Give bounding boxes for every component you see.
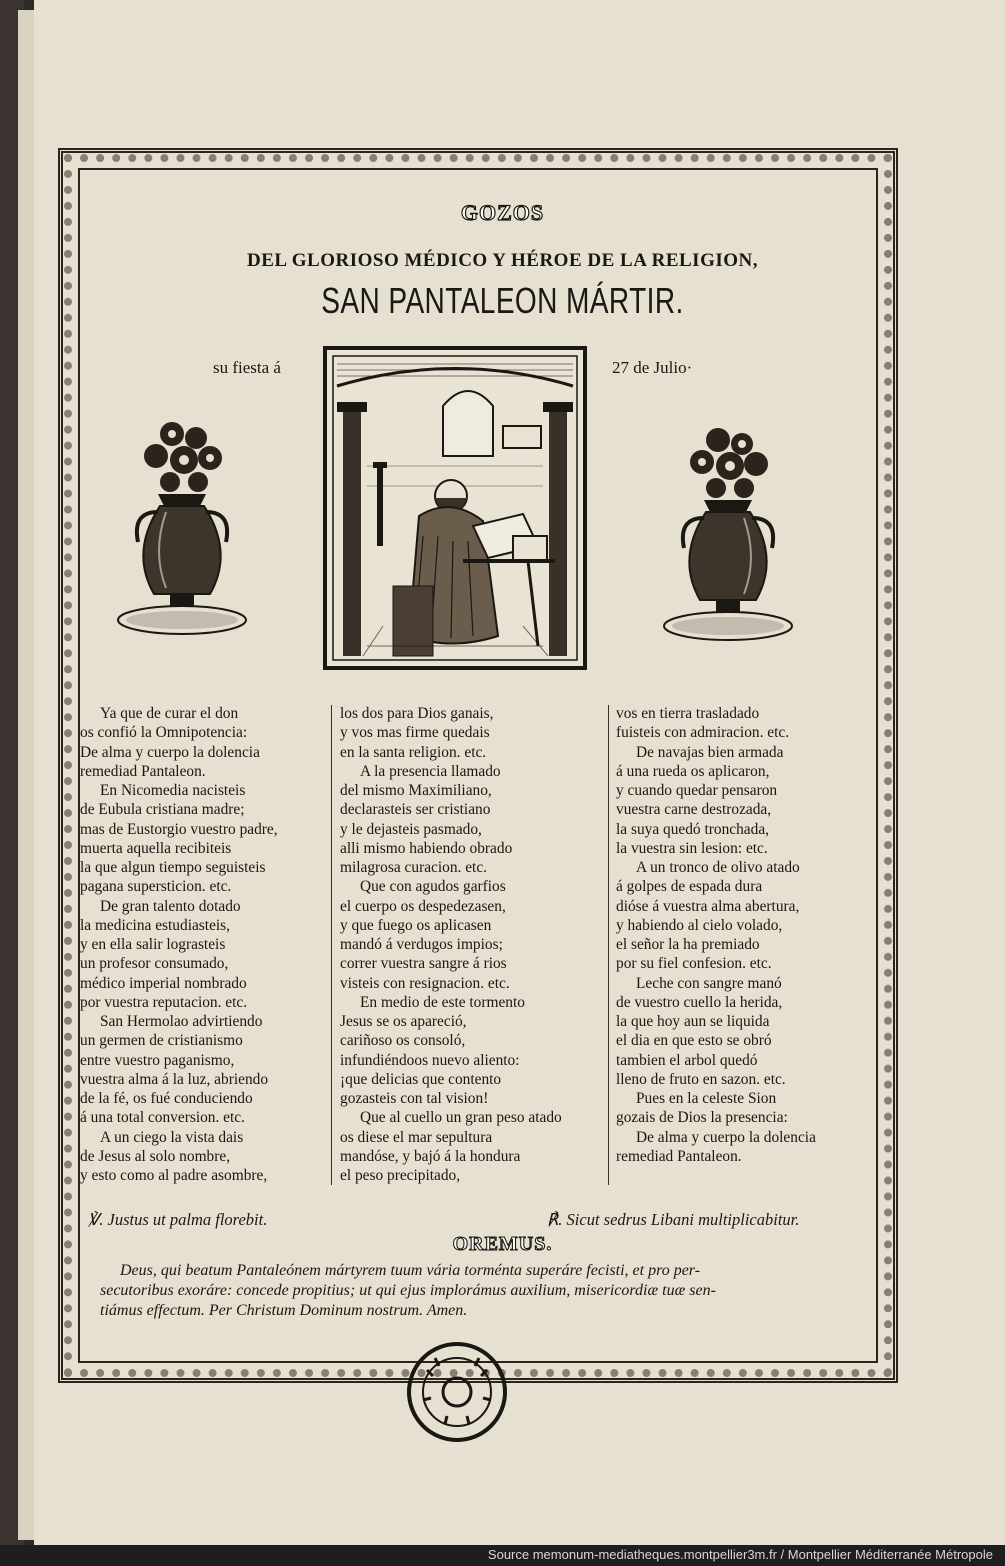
verse-line: En medio de este tormento — [360, 993, 525, 1011]
oremus-heading: OREMUS. — [452, 1233, 553, 1255]
verse-line: os diese el mar sepultura — [340, 1128, 493, 1146]
library-stamp — [405, 1340, 509, 1444]
verse-line: En Nicomedia nacisteis — [100, 782, 246, 799]
verse-line: A un tronco de olivo atado — [636, 859, 800, 876]
verse-line: el señor la ha premiado — [616, 936, 760, 953]
verse-line: cariñoso os consoló, — [340, 1032, 466, 1050]
verse-line: de Jesus al solo nombre, — [80, 1147, 231, 1165]
prayer-line: Deus, qui beatum Pantaleónem mártyrem tuum vária torménta superáre fecisti, et pro per- — [120, 1262, 701, 1279]
verse-line: De gran talento dotado — [100, 897, 241, 915]
verse-line: y en ella salir lograsteis — [80, 936, 226, 953]
verse-column-3 — [616, 704, 876, 1166]
verse-line: A un ciego la vista dais — [100, 1128, 244, 1146]
verse-line: gozasteis con tal vision! — [340, 1090, 489, 1107]
verse-line: de vuestro cuello la herida, — [616, 993, 783, 1011]
verse-line: mandóse, y bajó á la hondura — [340, 1147, 521, 1165]
verse-line: os confió la Omnipotencia: — [80, 724, 248, 742]
verse-line: ¡que delicias que contento — [340, 1070, 502, 1088]
verse-line: un profesor consumado, — [80, 955, 229, 973]
prayer-text — [100, 1261, 870, 1321]
verse-line: alli mismo habiendo obrado — [340, 839, 513, 857]
verse-line: de la fé, os fué conduciendo — [80, 1090, 253, 1107]
verse-line: De alma y cuerpo la dolencia — [80, 743, 260, 761]
verse-line: De alma y cuerpo la dolencia — [636, 1128, 816, 1146]
verse-line: y le dejasteis pasmado, — [340, 820, 482, 838]
verse-line: la vuestra sin lesion: etc. — [616, 839, 768, 857]
verse-line: los dos para Dios ganais, — [340, 705, 494, 722]
verse-line: gozais de Dios la presencia: — [616, 1109, 788, 1127]
verse-line: fuisteis con admiracion. etc. — [616, 724, 790, 742]
verse-line: Que al cuello un gran peso atado — [360, 1109, 562, 1127]
source-credit: Source memonum-mediatheques.montpellier3m.fr / Montpellier Méditerranée Métropole — [487, 1547, 993, 1562]
column-divider — [331, 705, 332, 1185]
verse-line: Que con agudos garfios — [360, 878, 506, 896]
verse-line: A la presencia llamado — [360, 762, 501, 780]
verse-line: San Hermolao advirtiendo — [100, 1013, 263, 1030]
verse-line: De navajas bien armada — [636, 743, 784, 761]
verse-line: el peso precipitado, — [340, 1167, 461, 1184]
verse-line: la que algun tiempo seguisteis — [80, 859, 266, 876]
verse-line: á una rueda os aplicaron, — [616, 762, 770, 780]
verse-line: la medicina estudiasteis, — [80, 916, 231, 934]
verse-line: y habiendo al cielo volado, — [616, 916, 783, 934]
prayer-line: secutoribus exoráre: concede propitius; ut qui ejus implorámus auxilium, misericordiæ tuæ sen- — [100, 1282, 716, 1299]
verse-line: remediad Pantaleon. — [80, 762, 206, 780]
verse-line: Leche con sangre manó — [636, 974, 782, 992]
verse-line: visteis con resignacion. etc. — [340, 974, 510, 992]
feast-date: 27 de Julio· — [612, 358, 693, 377]
verse-line: vuestra carne destrozada, — [616, 801, 772, 819]
flower-vase-left-illustration — [112, 412, 252, 644]
verse-line: vuestra alma á la luz, abriendo — [80, 1070, 269, 1088]
flower-vase-right-illustration — [658, 418, 798, 650]
verse-line: el cuerpo os despedezasen, — [340, 897, 506, 915]
verse-line: á golpes de espada dura — [616, 878, 763, 896]
verse-line: infundiéndoos nuevo aliento: — [340, 1051, 520, 1069]
verse-line: tambien el arbol quedó — [616, 1051, 758, 1069]
verse-line: Ya que de curar el don — [100, 705, 239, 722]
verse-line: y vos mas firme quedais — [340, 724, 490, 742]
verse-line: y esto como al padre asombre, — [80, 1167, 268, 1184]
heading-gozos: GOZOS — [460, 200, 545, 225]
verse-line: del mismo Maximiliano, — [340, 782, 492, 799]
verse-column-2 — [340, 704, 600, 1185]
verse-line: por su fiel confesion. etc. — [616, 955, 772, 973]
verse-line: correr vuestra sangre á rios — [340, 955, 507, 973]
subtitle: DEL GLORIOSO MÉDICO Y HÉROE DE LA RELIGION, — [246, 250, 759, 271]
verse-line: á una total conversion. etc. — [80, 1109, 245, 1127]
verse-line: lleno de fruto en sazon. etc. — [616, 1070, 786, 1088]
verse-line: entre vuestro paganismo, — [80, 1051, 235, 1069]
feast-label: su fiesta á — [213, 358, 281, 377]
verse-line: milagrosa curacion. etc. — [340, 859, 488, 876]
verse-line: Jesus se os apareció, — [340, 1013, 467, 1030]
verse-line: dióse á vuestra alma abertura, — [616, 897, 800, 915]
verse-line: la suya quedó tronchada, — [616, 820, 769, 838]
verse-line: de Eubula cristiana madre; — [80, 801, 245, 819]
verse-line: en la santa religion. etc. — [340, 743, 487, 761]
verse-line: el dia en que esto se obró — [616, 1032, 772, 1050]
verse-line: mandó á verdugos impios; — [340, 936, 503, 953]
verse-line: pagana supersticion. etc. — [80, 878, 232, 896]
verse-line: declarasteis ser cristiano — [340, 801, 491, 819]
verse-line: remediad Pantaleon. — [616, 1147, 742, 1165]
verse-column-1 — [80, 704, 325, 1185]
verse-line: muerta aquella recibiteis — [80, 839, 232, 857]
response: ℟. Sicut sedrus Libani multiplicabitur. — [547, 1210, 800, 1229]
verse-line: Pues en la celeste Sion — [636, 1090, 777, 1107]
verse-line: médico imperial nombrado — [80, 974, 247, 992]
page-title: SAN PANTALEON MÁRTIR. — [321, 280, 684, 321]
verse-line: y cuando quedar pensaron — [616, 782, 778, 799]
verse-line: por vuestra reputacion. etc. — [80, 993, 248, 1011]
prayer-line: tiámus effectum. Per Christum Dominum nostrum. Amen. — [100, 1302, 468, 1319]
verse-line: vos en tierra trasladado — [616, 705, 760, 722]
verse-line: un germen de cristianismo — [80, 1032, 243, 1050]
saint-woodcut-illustration — [323, 346, 587, 670]
verse-line: y que fuego os aplicasen — [340, 916, 492, 934]
versicle: ℣. Justus ut palma florebit. — [88, 1210, 268, 1229]
verse-line: mas de Eustorgio vuestro padre, — [80, 820, 278, 838]
column-divider — [608, 705, 609, 1185]
verse-line: la que hoy aun se liquida — [616, 1013, 770, 1030]
